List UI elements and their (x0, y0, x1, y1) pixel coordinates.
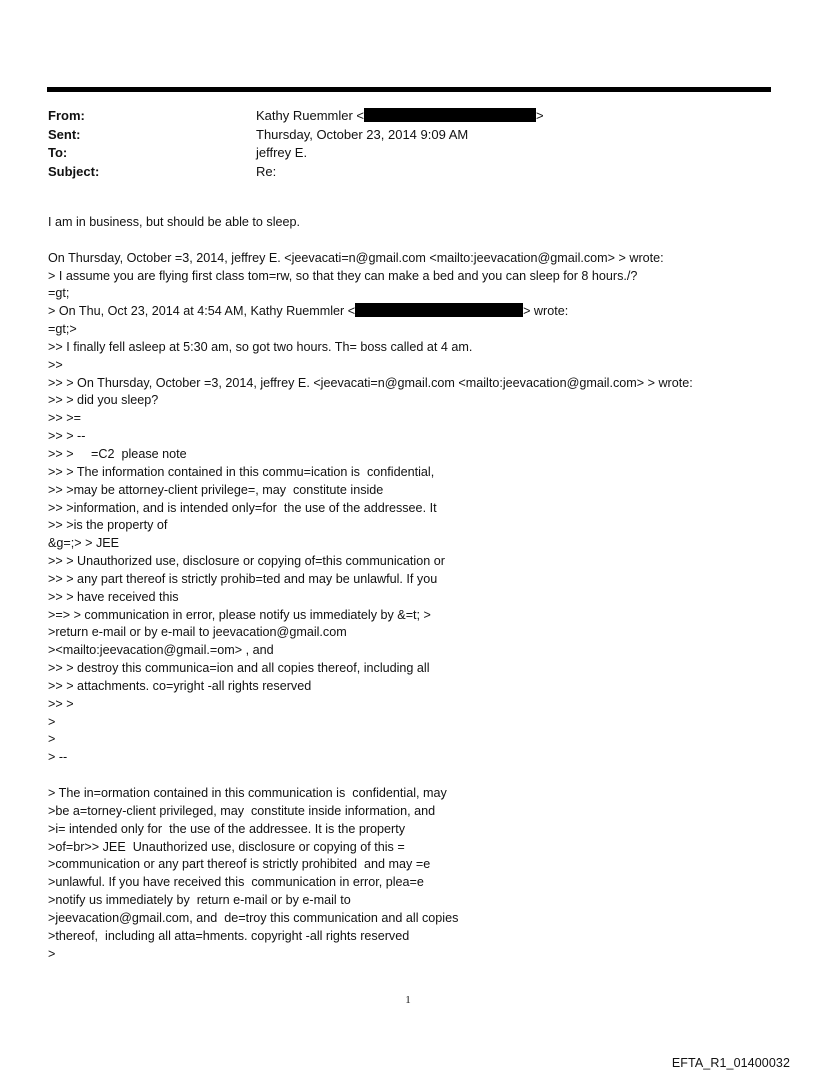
subject-value: Re: (256, 163, 277, 179)
body-line: >thereof, including all atta=hments. copyright -all rights reserved (48, 928, 410, 943)
body-line (48, 767, 788, 785)
redaction-bar (355, 303, 523, 317)
body-line: >> > attachments. co=yright -all rights reserved (48, 678, 312, 693)
sent-row (48, 126, 544, 145)
body-line: >> (48, 357, 63, 372)
sent-value: Thursday, October 23, 2014 9:09 AM (256, 126, 469, 142)
body-line: >> >may be attorney-client privilege=, may constitute inside (48, 482, 384, 497)
body-line: ><mailto:jeevacation@gmail.=om> , and (48, 643, 274, 658)
body-line: >> > have received this (48, 589, 179, 604)
document-id: EFTA_R1_01400032 (671, 1056, 790, 1070)
to-row (48, 144, 544, 163)
body-line: >of=br>> JEE Unauthorized use, disclosure or copying of this = (48, 839, 405, 854)
from-value (256, 107, 544, 126)
page-number: 1 (405, 994, 411, 1006)
redaction-bar (364, 108, 536, 122)
body-line: >communication or any part thereof is strictly prohibited and may =e (48, 857, 431, 872)
header-rule (47, 87, 771, 92)
quoted-header-start: > On Thu, Oct 23, 2014 at 4:54 AM, Kathy Ruemmler < (48, 304, 356, 319)
body-line: >jeevacation@gmail.com, and de=troy this communication and all copies (48, 910, 459, 925)
sent-label: Sent: (48, 126, 81, 142)
body-line: >> > any part thereof is strictly prohib=ted and may be unlawful. If you (48, 571, 438, 586)
body-line: > (48, 714, 56, 729)
body-line: >> > =C2 please note (48, 446, 187, 461)
body-line: >unlawful. If you have received this communication in error, plea=e (48, 875, 424, 890)
body-line: >> >= (48, 411, 81, 426)
body-line: > -- (48, 750, 68, 765)
to-value: jeffrey E. (256, 145, 308, 161)
body-line: >> >information, and is intended only=for the use of the addressee. It (48, 500, 437, 515)
email-body (48, 214, 788, 963)
body-line: =gt;> (48, 322, 77, 337)
body-line: >> > (48, 696, 74, 711)
subject-label: Subject: (48, 163, 100, 179)
body-line: >> > -- (48, 429, 86, 444)
from-row (48, 107, 544, 126)
body-line (48, 232, 788, 250)
body-line: >be a=torney-client privileged, may constitute inside information, and (48, 803, 436, 818)
body-line: &g=;> > JEE (48, 536, 120, 551)
body-line: >return e-mail or by e-mail to jeevacation@gmail.com (48, 625, 347, 640)
quoted-header-end: > wrote: (523, 304, 569, 319)
body-line: >> >is the property of (48, 518, 168, 533)
body-line: >> > On Thursday, October =3, 2014, jeffrey E. <jeevacati=n@gmail.com <mailto:jeevacation@gmail.com> > wrote: (48, 375, 693, 390)
from-close: > (536, 108, 544, 123)
body-line: =gt; (48, 286, 70, 301)
from-label: From: (48, 108, 85, 123)
body-line: I am in business, but should be able to sleep. (48, 215, 301, 229)
body-line: >> > Unauthorized use, disclosure or copying of=this communication or (48, 554, 445, 569)
subject-row (48, 163, 544, 182)
body-line: >i= intended only for the use of the addressee. It is the property (48, 821, 406, 836)
body-line: > (48, 732, 56, 747)
from-name: Kathy Ruemmler < (256, 108, 365, 123)
body-line: >> > The information contained in this commu=ication is confidential, (48, 464, 435, 479)
body-line: On Thursday, October =3, 2014, jeffrey E. <jeevacati=n@gmail.com <mailto:jeevacation@gmail.com> > wrote: (48, 250, 664, 265)
body-line: > I assume you are flying first class tom=rw, so that they can make a bed and you can sleep for 8 hours./? (48, 268, 638, 283)
body-line (48, 303, 788, 321)
body-line: > (48, 946, 56, 961)
body-line: > The in=ormation contained in this communication is confidential, may (48, 786, 447, 800)
body-line: >=> > communication in error, please notify us immediately by &=t; > (48, 607, 431, 622)
email-header (48, 107, 544, 181)
body-line: >> > did you sleep? (48, 393, 159, 408)
body-line: >> I finally fell asleep at 5:30 am, so got two hours. Th= boss called at 4 am. (48, 339, 473, 354)
body-line: >> > destroy this communica=ion and all copies thereof, including all (48, 661, 430, 676)
to-label: To: (48, 145, 68, 161)
body-line: >notify us immediately by return e-mail or by e-mail to (48, 893, 351, 908)
